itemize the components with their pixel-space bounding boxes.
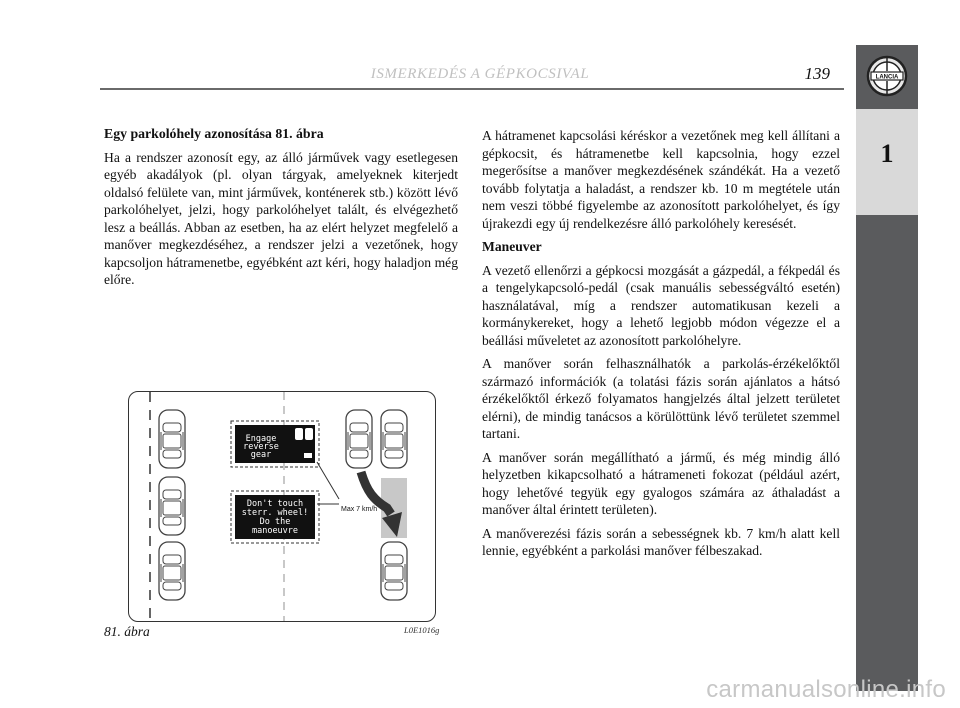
running-header-title: ISMERKEDÉS A GÉPKOCSIVAL bbox=[370, 66, 590, 82]
right-paragraph-4: A manőver során megállítható a jármű, és még mindig álló helyzetben kikapcsolható a hátrameneti fokozat (például azért, hogy lehetővé tegyük egy gyalogos számára az áthaladást a manőver által érintett területen). bbox=[482, 449, 840, 517]
header-rule bbox=[100, 88, 844, 90]
right-paragraph-5: A manőverezési fázis során a sebességnek kb. 7 km/h alatt kell lennie, egyébként a parkolási manőver félbeszakad. bbox=[482, 525, 840, 558]
display2-line2: sterr. wheel! bbox=[241, 508, 309, 518]
chapter-tab bbox=[856, 109, 918, 215]
parked-car bbox=[159, 542, 185, 600]
logo-lettering: LANCIA bbox=[875, 74, 899, 81]
parked-car bbox=[159, 410, 185, 468]
right-paragraph-1: A hátramenet kapcsolási kéréskor a vezetőnek meg kell állítani a gépkocsit, és hátramenetbe kell kapcsolnia, hogy ezzel megerősítse a manőver megkezdésének szándékát. Ha a vezető tovább folytatja a haladást, a rendszer kb. 10 m megtétele után nem veszi többé figyelembe az azonosított parkolóhelyet, és így újrakezdi egy új rendelkezésre álló parkolóhely keresését. bbox=[482, 128, 840, 231]
display1-line3: gear bbox=[250, 450, 272, 460]
left-column bbox=[104, 125, 458, 295]
parked-car bbox=[159, 477, 185, 535]
figure-code: L0E1016g bbox=[404, 625, 440, 635]
parked-car bbox=[381, 410, 407, 468]
display1-line2: reverse bbox=[243, 442, 279, 452]
maneuver-heading: Maneuver bbox=[482, 239, 542, 254]
parked-car bbox=[346, 410, 372, 468]
parked-car bbox=[381, 542, 407, 600]
page-number: 139 bbox=[804, 64, 830, 83]
right-paragraph-2: A vezető ellenőrzi a gépkocsi mozgását a gázpedál, a fékpedál és a tengelykapcsoló-pedál (csak manuális sebességváltó esetén) használatával, míg a rendszer automatikusan kezeli a kormánykereket, hogy a lehető legjobb módon végezze el a beállási műveletet az azonosított parkolóhelyre. bbox=[482, 262, 840, 348]
section-heading: Egy parkolóhely azonosítása 81. ábra bbox=[104, 126, 324, 141]
chapter-sidebar bbox=[856, 45, 918, 691]
parking-figure bbox=[128, 391, 436, 622]
gear-lever-icon bbox=[295, 428, 303, 440]
chapter-number: 1 bbox=[880, 139, 894, 168]
figure-caption: 81. ábra bbox=[104, 624, 150, 639]
speed-label: Max 7 km/h bbox=[341, 506, 378, 513]
right-paragraph-3: A manőver során felhasználhatók a parkolás-érzékelőktől származó információk (a tolatási fázis során ajánlatos a hátsó érzékelőktől érkező folyamatos hangjelzés által jelzett területet elérni), de mindig tanácsos a körülöttünk lévő területet szemmel tartani. bbox=[482, 356, 840, 441]
display1-line1: Engage bbox=[245, 434, 277, 444]
display2-line4: manoeuvre bbox=[251, 526, 299, 536]
display2-line3: Do the bbox=[259, 517, 291, 527]
lancia-logo-icon bbox=[856, 45, 918, 107]
parking-illustration bbox=[129, 392, 435, 621]
watermark: carmanualsonline.info bbox=[706, 676, 946, 703]
display2-line1: Don't touch bbox=[246, 499, 304, 509]
left-paragraph: Ha a rendszer azonosít egy, az álló járművek vagy esetlegesen egyéb akadályok (pl. olyan tárgyak, amelyeknek kiterjedt oldalsó felülete van, mint járművek, konténerek stb.) között lévő parkolóhelyet, jelzi, hogy parkolóhelyet talált, és elvégezhető lesz a beállás. Abban az esetben, ha az elért helyzet megfelelő a manőver megkezdéséhez, a rendszer jelzi a vezetőnek, hogy kapcsoljon hátramenetbe, egyébként azt kéri, hogy haladjon még előre. bbox=[104, 149, 458, 287]
right-column bbox=[482, 127, 840, 566]
gear-lever-icon bbox=[305, 428, 313, 440]
